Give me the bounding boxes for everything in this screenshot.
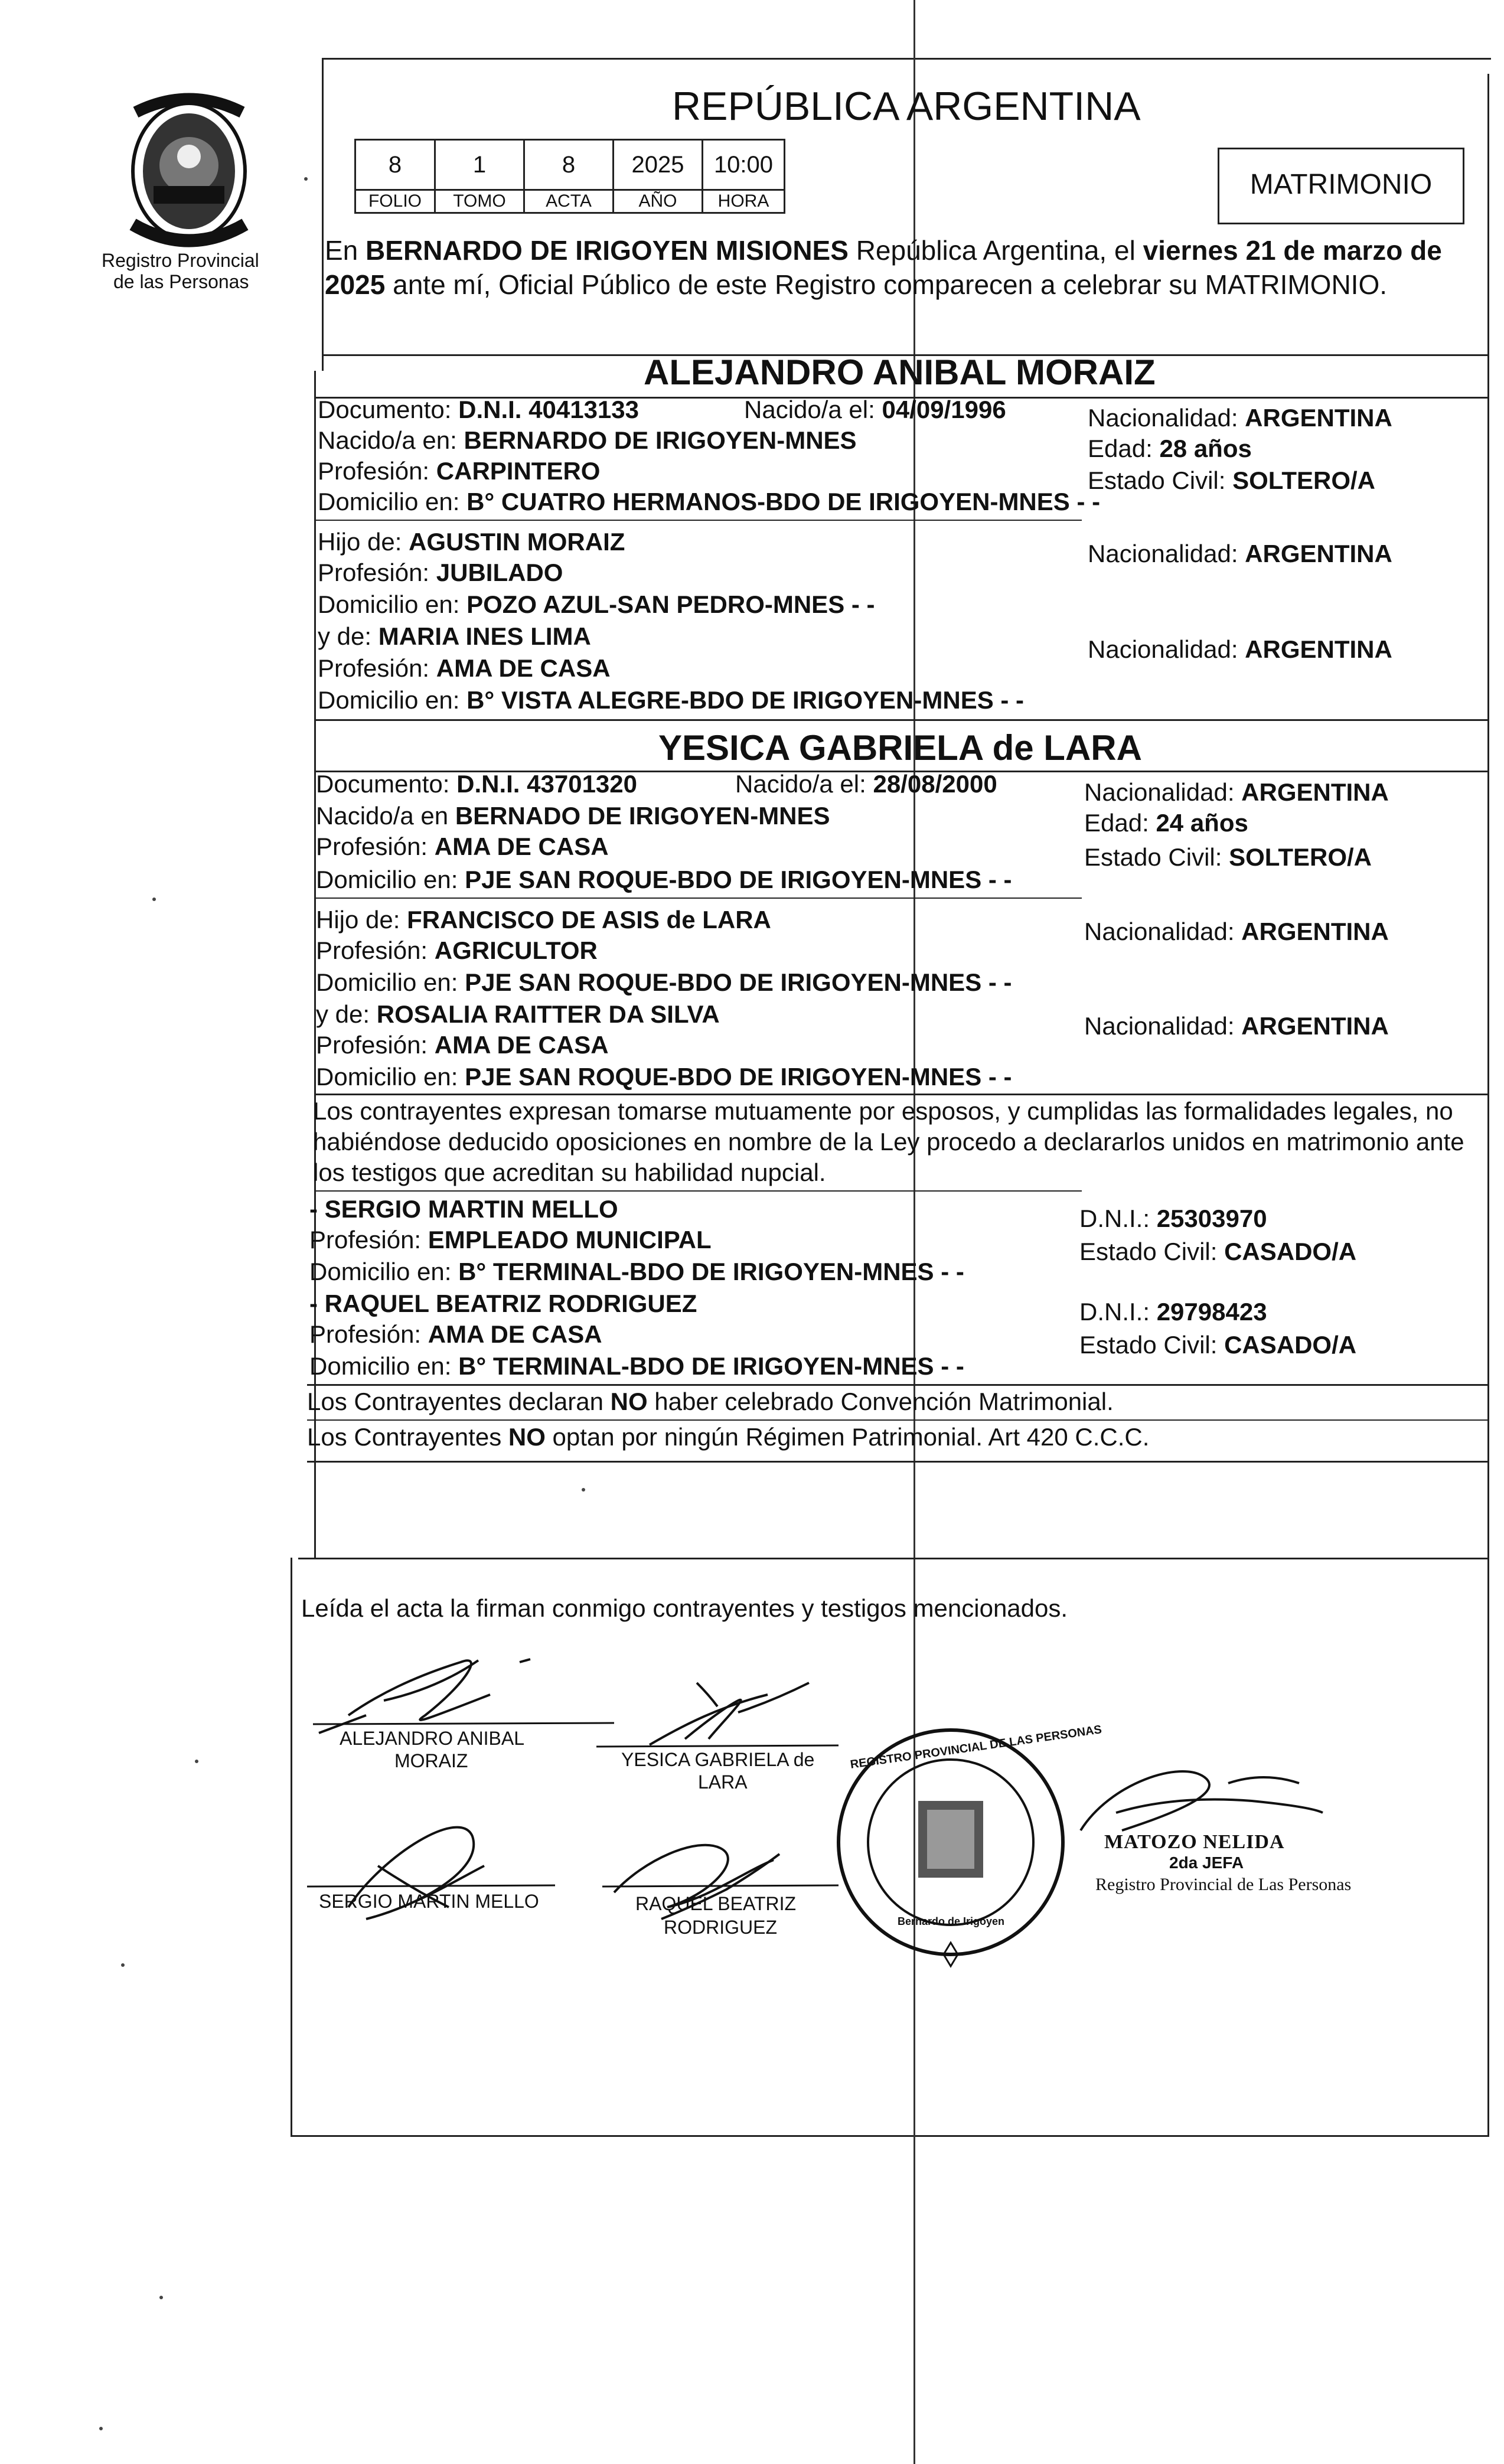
bride-mother-nat: ARGENTINA (1241, 1012, 1389, 1040)
declaration-line-2: habiéndose deducido oposiciones en nombre de la Ley procedo a declararlos unidos en matrimonio ante (313, 1128, 1464, 1156)
bride-signature-caption-1: YESICA GABRIELA de (621, 1749, 815, 1770)
folio-value: 8 (354, 139, 436, 191)
label: Domicilio en: (316, 968, 465, 996)
anio-value: 2025 (612, 139, 703, 191)
witness-2-civil: CASADO/A (1224, 1331, 1357, 1359)
act-type-label: MATRIMONIO (1249, 169, 1433, 200)
bride-signature-caption-2: LARA (698, 1771, 748, 1793)
label: Profesión: (318, 654, 436, 682)
official-title: 2da JEFA (1169, 1853, 1244, 1872)
groom-mother-name: MARIA INES LIMA (378, 622, 591, 650)
label: Edad: (1088, 435, 1160, 462)
margin-mark (159, 2296, 163, 2299)
groom-father-nat: ARGENTINA (1245, 540, 1392, 567)
anio-label: AÑO (612, 189, 703, 214)
margin-mark (304, 177, 308, 181)
witness-1-signature-caption: SERGIO MARTIN MELLO (319, 1891, 539, 1912)
bride-mother-prof: AMA DE CASA (434, 1031, 609, 1059)
witness-1-addr: B° TERMINAL-BDO DE IRIGOYEN-MNES - - (458, 1258, 964, 1285)
groom-nat: ARGENTINA (1245, 404, 1392, 432)
witness-2-dni-val: 29798423 (1156, 1298, 1267, 1326)
margin-mark (152, 898, 156, 901)
label: Profesión: (316, 1031, 435, 1059)
label: Nacionalidad: (1084, 778, 1242, 806)
label: y de: (318, 622, 379, 650)
groom-name: ALEJANDRO ANIBAL MORAIZ (644, 353, 1156, 392)
text: Los Contrayentes declaran (307, 1388, 611, 1415)
margin-mark (195, 1760, 198, 1763)
official-name: MATOZO NELIDA (1104, 1831, 1285, 1853)
regime-no-1: NO (610, 1388, 648, 1415)
bride-age-val: 24 años (1156, 809, 1248, 837)
witness-2-prof: AMA DE CASA (428, 1320, 602, 1348)
bride-nat: ARGENTINA (1241, 778, 1389, 806)
label: Estado Civil: (1088, 466, 1233, 494)
bride-father-addr: PJE SAN ROQUE-BDO DE IRIGOYEN-MNES - - (465, 968, 1012, 996)
label: Estado Civil: (1084, 843, 1229, 871)
witness-2-signature-caption-2: RODRIGUEZ (664, 1917, 777, 1938)
label: Profesión: (318, 559, 436, 586)
label: Nacido/a el: (735, 770, 873, 798)
groom-prof: CARPINTERO (436, 457, 601, 485)
margin-mark (121, 1963, 125, 1967)
groom-signature-caption-2: MORAIZ (394, 1750, 468, 1771)
intro-year: 2025 (325, 269, 386, 300)
label: Domicilio en: (316, 1063, 465, 1091)
intro-text: En (325, 235, 366, 266)
official-signature (1081, 1771, 1323, 1830)
bride-father-prof: AGRICULTOR (434, 936, 598, 964)
label: Edad: (1084, 809, 1156, 837)
label: Documento: (318, 396, 459, 423)
label: Documento: (316, 770, 457, 798)
hora-label: HORA (702, 189, 785, 214)
label: Domicilio en: (309, 1352, 459, 1380)
witness-1-civil: CASADO/A (1224, 1238, 1357, 1265)
groom-father-addr: POZO AZUL-SAN PEDRO-MNES - - (466, 590, 875, 618)
label: Nacido/a en (316, 802, 455, 830)
label: Profesión: (309, 1320, 428, 1348)
bride-born: 28/08/2000 (873, 770, 997, 798)
groom-civil: SOLTERO/A (1232, 466, 1375, 494)
label: Hijo de: (318, 528, 409, 556)
groom-age-val: 28 años (1159, 435, 1252, 462)
label: Nacionalidad: (1084, 918, 1242, 945)
bride-mother-addr: PJE SAN ROQUE-BDO DE IRIGOYEN-MNES - - (465, 1063, 1012, 1091)
bride-father-name: FRANCISCO DE ASIS de LARA (407, 906, 771, 934)
label: Domicilio en: (316, 866, 465, 893)
hora-value: 10:00 (702, 139, 785, 191)
label: Nacido/a en: (318, 426, 464, 454)
acta-value: 8 (523, 139, 614, 191)
groom-mother-nat: ARGENTINA (1245, 635, 1392, 663)
groom-addr: B° CUATRO HERMANOS-BDO DE IRIGOYEN-MNES - - (466, 488, 1101, 515)
bride-prof: AMA DE CASA (434, 833, 609, 860)
witness-1-dni-val: 25303970 (1156, 1205, 1267, 1232)
label: Profesión: (316, 833, 435, 860)
margin-mark (99, 2427, 103, 2430)
text: Los Contrayentes (307, 1423, 508, 1451)
declaration-line-1: Los contrayentes expresan tomarse mutuamente por esposos, y cumplidas las formalidades legales, no (313, 1097, 1453, 1125)
regime-no-2: NO (508, 1423, 546, 1451)
label: Estado Civil: (1079, 1331, 1225, 1359)
groom-born: 04/09/1996 (882, 396, 1006, 423)
groom-bplace: BERNARDO DE IRIGOYEN-MNES (464, 426, 857, 454)
bride-bplace: BERNADO DE IRIGOYEN-MNES (455, 802, 830, 830)
label: Domicilio en: (318, 488, 467, 515)
label: Profesión: (318, 457, 436, 485)
bride-addr: PJE SAN ROQUE-BDO DE IRIGOYEN-MNES - - (465, 866, 1012, 893)
label: y de: (316, 1000, 377, 1028)
stamp-ring-text: REGISTRO PROVINCIAL DE LAS PERSONAS (849, 1723, 1103, 1771)
label: Nacido/a el: (744, 396, 882, 423)
label: Nacionalidad: (1088, 540, 1245, 567)
declaration-line-3: los testigos que acreditan su habilidad nupcial. (313, 1158, 826, 1186)
witness-1-prof: EMPLEADO MUNICIPAL (428, 1226, 712, 1254)
label: D.N.I.: (1079, 1298, 1157, 1326)
witness-2-addr: B° TERMINAL-BDO DE IRIGOYEN-MNES - - (458, 1352, 964, 1380)
folio-label: FOLIO (354, 189, 436, 214)
label: Domicilio en: (309, 1258, 459, 1285)
bride-dni: D.N.I. 43701320 (456, 770, 637, 798)
witness-2-name: - RAQUEL BEATRIZ RODRIGUEZ (309, 1290, 697, 1317)
closing-statement: Leída el acta la firman conmigo contrayentes y testigos mencionados. (301, 1594, 1068, 1622)
label: Hijo de: (316, 906, 407, 934)
bride-name: YESICA GABRIELA de LARA (658, 728, 1142, 768)
acta-label: ACTA (523, 189, 614, 214)
text: optan por ningún Régimen Patrimonial. Art 420 C.C.C. (545, 1423, 1150, 1451)
label: Estado Civil: (1079, 1238, 1225, 1265)
intro-date: viernes 21 de marzo de (1143, 235, 1442, 266)
groom-father-name: AGUSTIN MORAIZ (409, 528, 625, 556)
registry-name-line2: de las Personas (113, 271, 249, 292)
groom-father-prof: JUBILADO (436, 559, 563, 586)
label: Domicilio en: (318, 686, 467, 714)
stamp-inner-text: Bernardo de Irigoyen (898, 1915, 1005, 1927)
groom-signature (313, 1659, 614, 1733)
label: Domicilio en: (318, 590, 467, 618)
label: Nacionalidad: (1088, 404, 1245, 432)
tomo-value: 1 (434, 139, 525, 191)
groom-signature-caption-1: ALEJANDRO ANIBAL (340, 1728, 524, 1749)
bride-signature (596, 1683, 839, 1747)
official-organization: Registro Provincial de Las Personas (1095, 1875, 1352, 1894)
label: Nacionalidad: (1084, 1012, 1242, 1040)
document-title: REPÚBLICA ARGENTINA (672, 84, 1141, 129)
tomo-label: TOMO (434, 189, 525, 214)
witness-1-name: - SERGIO MARTIN MELLO (309, 1195, 618, 1223)
label: Profesión: (309, 1226, 428, 1254)
witness-2-signature-caption-1: RAQUEL BEATRIZ (635, 1893, 797, 1914)
intro-text-3: ante mí, Oficial Público de este Registro comparecen a celebrar su MATRIMONIO. (385, 269, 1388, 300)
text: haber celebrado Convención Matrimonial. (647, 1388, 1114, 1415)
intro-text-2: República Argentina, el (848, 235, 1143, 266)
registry-name-line1: Registro Provincial (102, 250, 259, 271)
intro-place: BERNARDO DE IRIGOYEN MISIONES (366, 235, 849, 266)
bride-mother-name: ROSALIA RAITTER DA SILVA (376, 1000, 720, 1028)
groom-mother-addr: B° VISTA ALEGRE-BDO DE IRIGOYEN-MNES - - (466, 686, 1025, 714)
groom-dni: D.N.I. 40413133 (458, 396, 639, 423)
groom-mother-prof: AMA DE CASA (436, 654, 611, 682)
label: Nacionalidad: (1088, 635, 1245, 663)
label: D.N.I.: (1079, 1205, 1157, 1232)
bride-civil: SOLTERO/A (1229, 843, 1372, 871)
bride-father-nat: ARGENTINA (1241, 918, 1389, 945)
label: Profesión: (316, 936, 435, 964)
